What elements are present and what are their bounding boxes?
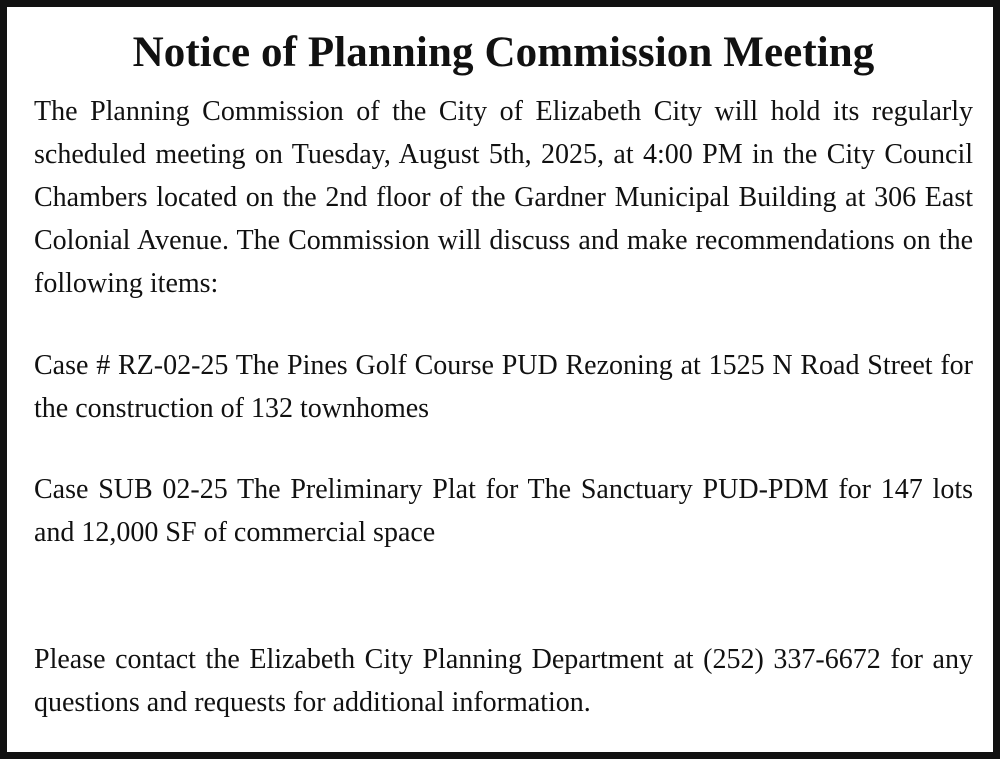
notice-title: Notice of Planning Commission Meeting xyxy=(132,29,875,76)
meeting-intro-paragraph: The Planning Commission of the City of Elizabeth City will hold its regularly scheduled meeting on Tuesday, August 5th, 2025, at 4:00 PM in the City Council Chambers located on the 2nd floor of the Gardner Municipal Building at 306 East Colonial Avenue. The Commission will discuss and make recommendations on the following items: xyxy=(34,96,973,300)
contact-paragraph: Please contact the Elizabeth City Planning Department at (252) 337-6672 for any questions and requests for additional information. xyxy=(34,644,973,719)
case-item-rezoning: Case # RZ-02-25 The Pines Golf Course PUD Rezoning at 1525 N Road Street for the construction of 132 townhomes xyxy=(34,350,973,425)
case-item-subdivision: Case SUB 02-25 The Preliminary Plat for The Sanctuary PUD-PDM for 147 lots and 12,000 SF of commercial space xyxy=(34,474,973,549)
